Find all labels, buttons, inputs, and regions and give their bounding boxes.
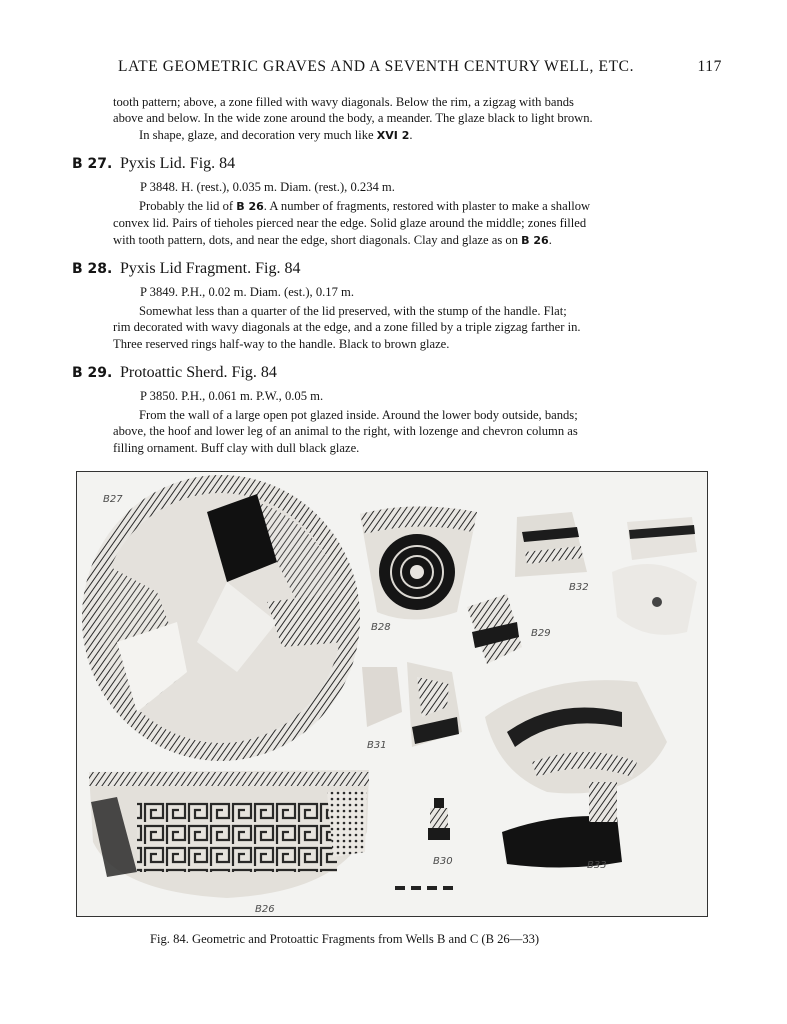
description-line: rim decorated with wavy diagonals at the edge, and a zone filled by a triple zigzag farther in. bbox=[113, 320, 581, 335]
page-number: 117 bbox=[697, 58, 722, 75]
running-title: LATE GEOMETRIC GRAVES AND A SEVENTH CENTURY WELL, ETC. bbox=[118, 58, 635, 75]
label-b27: B27 bbox=[103, 494, 123, 505]
b28-lid-fragment bbox=[360, 506, 477, 619]
cross-reference: XVI 2 bbox=[376, 128, 410, 142]
intro-line: above and below. In the wide zone around the body, a meander. The glaze black to light brown. bbox=[113, 111, 593, 126]
entry-heading-b28 bbox=[72, 260, 300, 278]
b31-fragments bbox=[362, 662, 462, 747]
entry-title: Protoattic Sherd. Fig. 84 bbox=[120, 364, 277, 381]
label-b29: B29 bbox=[531, 628, 551, 639]
entry-meta: P 3849. P.H., 0.02 m. Diam. (est.), 0.17 m. bbox=[140, 285, 354, 299]
entry-description bbox=[113, 198, 721, 249]
cross-reference: B 26 bbox=[521, 233, 549, 247]
b27-lid-fragment bbox=[91, 484, 351, 752]
description-line: with tooth pattern, dots, and near the edge, short diagonals. Clay and glaze as on B 26. bbox=[113, 232, 552, 247]
b30-knob bbox=[428, 798, 450, 840]
intro-line: tooth pattern; above, a zone filled with wavy diagonals. Below the rim, a zigzag with bands bbox=[113, 95, 574, 109]
label-b33: B33 bbox=[587, 860, 607, 871]
entry-title: Pyxis Lid. Fig. 84 bbox=[120, 155, 236, 172]
entry-number: B 27. bbox=[72, 156, 113, 172]
b32-fragments bbox=[515, 512, 697, 635]
cross-reference: B 26 bbox=[236, 200, 264, 213]
description-line: filling ornament. Buff clay with dull black glaze. bbox=[113, 440, 360, 455]
shape-note: In shape, glaze, and decoration very much like XVI 2. bbox=[139, 127, 413, 142]
entry-number: B 29. bbox=[72, 365, 113, 381]
description-line: Probably the lid of B 26. A number of fragments, restored with plaster to make a shallow bbox=[139, 199, 591, 213]
pottery-photograph bbox=[77, 472, 708, 917]
entry-number: B 28. bbox=[72, 261, 113, 277]
label-b28: B28 bbox=[371, 622, 391, 633]
entry-description bbox=[113, 407, 721, 456]
description-line: above, the hoof and lower leg of an animal to the right, with lozenge and chevron column as bbox=[113, 424, 578, 439]
label-b31: B31 bbox=[367, 740, 387, 751]
label-b26: B26 bbox=[255, 904, 275, 915]
label-b30: B30 bbox=[433, 856, 453, 867]
figure-plate bbox=[76, 471, 708, 917]
description-line: From the wall of a large open pot glazed inside. Around the lower body outside, bands; bbox=[139, 408, 578, 422]
entry-heading-b29 bbox=[72, 364, 277, 382]
b26-pyxis-fragment bbox=[89, 770, 369, 898]
entry-meta: P 3848. H. (rest.), 0.035 m. Diam. (rest.), 0.234 m. bbox=[140, 180, 395, 194]
description-line: Somewhat less than a quarter of the lid preserved, with the stump of the handle. Flat; bbox=[139, 304, 567, 318]
intro-paragraph bbox=[113, 94, 721, 144]
b29-sherd bbox=[467, 594, 522, 664]
scale-bar bbox=[395, 886, 453, 890]
description-line: Three reserved rings half-way to the handle. Black to brown glaze. bbox=[113, 336, 450, 351]
description-line: convex lid. Pairs of tieholes pierced near the edge. Solid glaze around the middle; zones filled bbox=[113, 216, 587, 231]
entry-heading-b27 bbox=[72, 155, 235, 173]
running-head bbox=[118, 58, 722, 76]
entry-title: Pyxis Lid Fragment. Fig. 84 bbox=[120, 260, 301, 277]
b33-fragments bbox=[485, 680, 667, 867]
label-b32: B32 bbox=[569, 582, 589, 593]
entry-description bbox=[113, 303, 721, 352]
entry-meta: P 3850. P.H., 0.061 m. P.W., 0.05 m. bbox=[140, 389, 324, 403]
figure-caption: Fig. 84. Geometric and Protoattic Fragments from Wells B and C (B 26—33) bbox=[150, 932, 540, 946]
